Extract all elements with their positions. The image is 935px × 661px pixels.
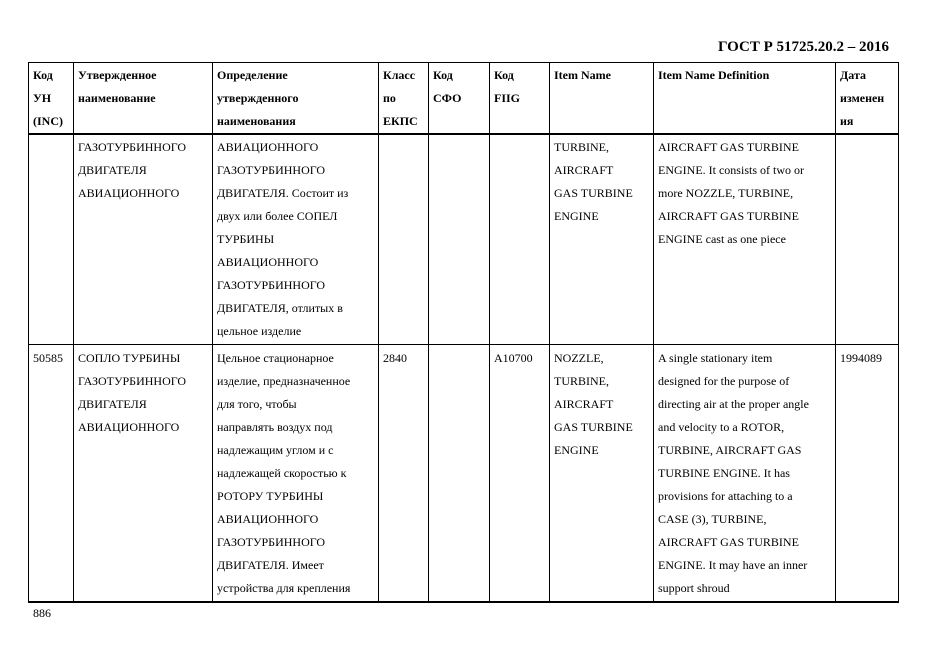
header-inc-code: Код УН (INC): [29, 63, 74, 135]
header-row: [29, 63, 899, 135]
cell-name-definition: Цельное стационарное изделие, предназначенное для того, чтобы направлять воздух под надлежащим углом и с надлежащей скоростью к РОТОРУ ТУРБИНЫ АВИАЦИОННОГО ГАЗОТУРБИННОГО ДВИГАТЕЛЯ. Имеет устройства для крепления: [213, 345, 379, 603]
header-fiig-code: Код FIIG: [490, 63, 550, 135]
header-item-name-definition: Item Name Definition: [654, 63, 836, 135]
cell-change-date: [836, 134, 899, 345]
cell-item-name: TURBINE, AIRCRAFT GAS TURBINE ENGINE: [550, 134, 654, 345]
cell-item-name: NOZZLE, TURBINE, AIRCRAFT GAS TURBINE ENGINE: [550, 345, 654, 603]
cell-sfo-code: [429, 134, 490, 345]
table-row: [29, 345, 899, 603]
cell-ekps-class: 2840: [379, 345, 429, 603]
cell-fiig-code: [490, 134, 550, 345]
cell-approved-name: СОПЛО ТУРБИНЫ ГАЗОТУРБИННОГО ДВИГАТЕЛЯ АВИАЦИОННОГО: [74, 345, 213, 603]
cell-item-name-definition: AIRCRAFT GAS TURBINE ENGINE. It consists of two or more NOZZLE, TURBINE, AIRCRAFT GAS TURBINE ENGINE cast as one piece: [654, 134, 836, 345]
header-approved-name: Утвержденное наименование: [74, 63, 213, 135]
header-item-name: Item Name: [550, 63, 654, 135]
cell-name-definition: АВИАЦИОННОГО ГАЗОТУРБИННОГО ДВИГАТЕЛЯ. Состоит из двух или более СОПЕЛ ТУРБИНЫ АВИАЦИОННОГО ГАЗОТУРБИННОГО ДВИГАТЕЛЯ, отлитых в цельное изделие: [213, 134, 379, 345]
header-name-definition: Определение утвержденного наименования: [213, 63, 379, 135]
cell-sfo-code: [429, 345, 490, 603]
cell-approved-name: ГАЗОТУРБИННОГО ДВИГАТЕЛЯ АВИАЦИОННОГО: [74, 134, 213, 345]
cell-ekps-class: [379, 134, 429, 345]
cell-change-date: 1994089: [836, 345, 899, 603]
cell-inc-code: 50585: [29, 345, 74, 603]
cell-fiig-code: A10700: [490, 345, 550, 603]
header-ekps-class: Класс по ЕКПС: [379, 63, 429, 135]
nomenclature-table: [28, 62, 899, 603]
header-change-date: Дата изменен ия: [836, 63, 899, 135]
cell-inc-code: [29, 134, 74, 345]
page-number: 886: [33, 606, 51, 620]
document-title: ГОСТ Р 51725.20.2 – 2016: [717, 39, 889, 55]
cell-item-name-definition: A single stationary item designed for the purpose of directing air at the proper angle and velocity to a ROTOR, TURBINE, AIRCRAFT GAS TURBINE ENGINE. It has provisions for attaching to a CASE (3), TURBINE, AIRCRAFT GAS TURBINE ENGINE. It may have an inner support shroud: [654, 345, 836, 603]
table-row: [29, 134, 899, 345]
header-sfo-code: Код СФО: [429, 63, 490, 135]
